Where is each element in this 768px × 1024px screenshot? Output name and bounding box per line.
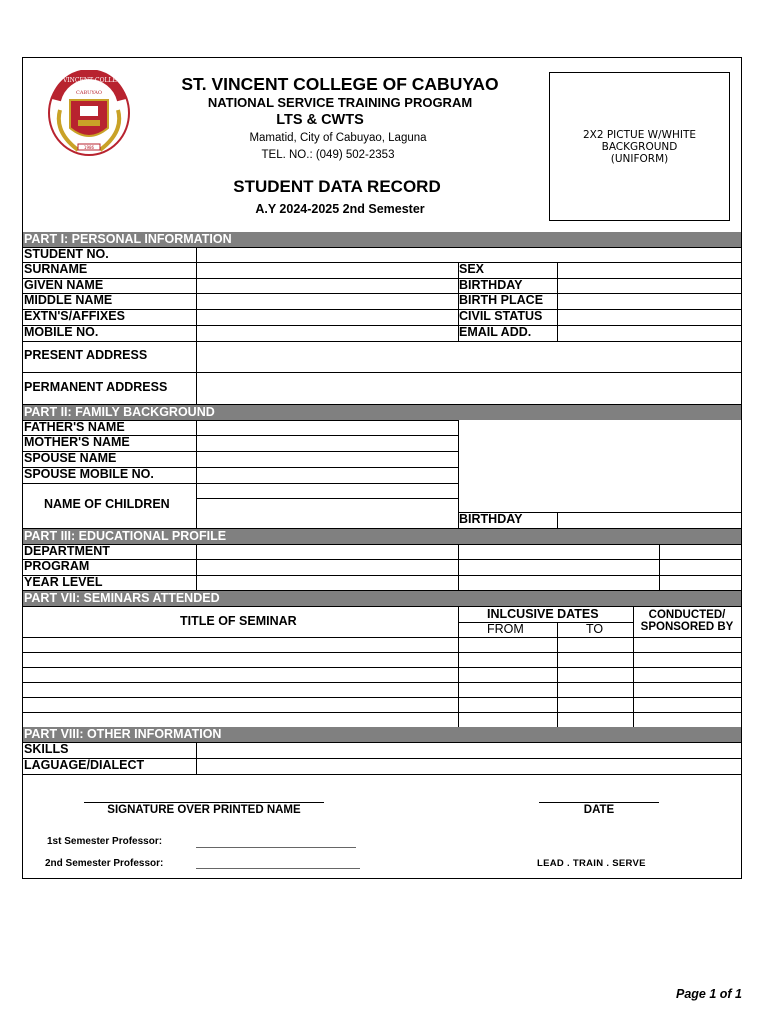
label-sex: SEX bbox=[459, 262, 485, 276]
field-mobile-no[interactable] bbox=[197, 326, 457, 340]
field-language-dialect[interactable] bbox=[197, 759, 741, 773]
field-year-level[interactable] bbox=[197, 576, 457, 589]
header-from: FROM bbox=[487, 622, 524, 636]
section-other-information: PART VIII: OTHER INFORMATION bbox=[23, 727, 741, 742]
label-language-dialect: LAGUAGE/DIALECT bbox=[24, 758, 145, 772]
field-seminar-row-4[interactable] bbox=[24, 683, 457, 696]
label-2nd-sem-professor: 2nd Semester Professor: bbox=[45, 858, 164, 869]
field-civil-status[interactable] bbox=[558, 310, 741, 324]
field-email[interactable] bbox=[558, 326, 741, 340]
label-department: DEPARTMENT bbox=[24, 544, 110, 558]
svg-text:1986: 1986 bbox=[83, 145, 95, 150]
svg-text:ST. VINCENT COLLEGE: ST. VINCENT COLLEGE bbox=[51, 77, 127, 84]
label-permanent-address: PERMANENT ADDRESS bbox=[24, 380, 168, 394]
school-name: ST. VINCENT COLLEGE OF CABUYAO bbox=[181, 74, 499, 94]
label-extn-affixes: EXTN'S/AFFIXES bbox=[24, 309, 125, 323]
field-given-name[interactable] bbox=[197, 279, 457, 293]
label-signature: SIGNATURE OVER PRINTED NAME bbox=[107, 804, 301, 816]
header-inclusive-dates: INLCUSIVE DATES bbox=[487, 607, 599, 621]
college-seal-logo bbox=[48, 70, 130, 156]
label-email: EMAIL ADD. bbox=[459, 325, 532, 339]
label-skills: SKILLS bbox=[24, 742, 69, 756]
label-children-birthday: BIRTHDAY bbox=[459, 512, 523, 526]
school-telephone: TEL. NO.: (049) 502-2353 bbox=[261, 149, 395, 161]
label-1st-sem-professor: 1st Semester Professor: bbox=[47, 836, 163, 847]
label-given-name: GIVEN NAME bbox=[24, 278, 104, 292]
section-personal-information: PART I: PERSONAL INFORMATION bbox=[23, 232, 741, 247]
field-sex[interactable] bbox=[558, 263, 741, 277]
label-mother-name: MOTHER'S NAME bbox=[24, 435, 130, 449]
label-mobile-no: MOBILE NO. bbox=[24, 325, 99, 339]
field-seminar-row-2[interactable] bbox=[24, 653, 457, 666]
section-family-background: PART II: FAMILY BACKGROUND bbox=[23, 405, 741, 420]
field-spouse-mobile[interactable] bbox=[197, 468, 457, 482]
field-seminar-row-1[interactable] bbox=[24, 638, 457, 651]
field-child-1[interactable] bbox=[197, 484, 457, 497]
header-to: TO bbox=[586, 622, 604, 636]
field-department[interactable] bbox=[197, 545, 457, 558]
header-conducted-sponsored: CONDUCTED/ SPONSORED BY bbox=[640, 609, 734, 633]
field-birthday[interactable] bbox=[558, 279, 741, 293]
label-father-name: FATHER'S NAME bbox=[24, 420, 125, 434]
photo-instruction-2: BACKGROUND bbox=[601, 140, 678, 153]
academic-term: A.Y 2024-2025 2nd Semester bbox=[255, 202, 425, 216]
field-seminar-row-3[interactable] bbox=[24, 668, 457, 681]
school-address: Mamatid, City of Cabuyao, Laguna bbox=[249, 132, 427, 144]
svg-text:CABUYAO: CABUYAO bbox=[76, 90, 102, 96]
label-program: PROGRAM bbox=[24, 559, 90, 573]
label-birthday: BIRTHDAY bbox=[459, 278, 523, 292]
field-seminar-row-5[interactable] bbox=[24, 698, 457, 711]
field-1st-sem-professor[interactable] bbox=[196, 847, 356, 848]
field-present-address[interactable] bbox=[197, 342, 741, 371]
program-name: NATIONAL SERVICE TRAINING PROGRAM bbox=[207, 95, 473, 110]
photo-placeholder[interactable] bbox=[549, 72, 730, 221]
field-father-name[interactable] bbox=[197, 421, 457, 435]
photo-instruction-1: 2X2 PICTUE W/WHITE bbox=[582, 128, 697, 141]
track-name: LTS & CWTS bbox=[276, 112, 364, 128]
label-spouse-mobile: SPOUSE MOBILE NO. bbox=[24, 467, 154, 481]
field-spouse-name[interactable] bbox=[197, 452, 457, 466]
label-middle-name: MIDDLE NAME bbox=[24, 293, 113, 307]
label-civil-status: CIVIL STATUS bbox=[459, 309, 543, 323]
form-title: STUDENT DATA RECORD bbox=[233, 177, 441, 196]
field-children-birthday[interactable] bbox=[558, 513, 741, 527]
label-date: DATE bbox=[583, 804, 615, 816]
field-student-no[interactable] bbox=[197, 248, 741, 262]
date-line[interactable] bbox=[539, 802, 659, 803]
photo-instruction-3: (UNIFORM) bbox=[610, 152, 669, 165]
field-2nd-sem-professor[interactable] bbox=[196, 868, 360, 869]
label-student-no: STUDENT NO. bbox=[24, 247, 109, 261]
section-educational-profile: PART III: EDUCATIONAL PROFILE bbox=[23, 529, 741, 544]
field-extn-affixes[interactable] bbox=[197, 310, 457, 324]
label-children: NAME OF CHILDREN bbox=[44, 497, 170, 511]
header-seminar-title: TITLE OF SEMINAR bbox=[180, 614, 297, 628]
field-child-3[interactable] bbox=[197, 513, 457, 527]
field-birth-place[interactable] bbox=[558, 294, 741, 308]
page-number: Page 1 of 1 bbox=[676, 987, 742, 1001]
field-skills[interactable] bbox=[197, 743, 741, 757]
field-program[interactable] bbox=[197, 560, 457, 574]
signature-line[interactable] bbox=[84, 802, 324, 803]
field-seminar-row-6[interactable] bbox=[24, 713, 457, 726]
label-birth-place: BIRTH PLACE bbox=[459, 293, 544, 307]
label-present-address: PRESENT ADDRESS bbox=[24, 348, 148, 362]
college-motto: LEAD . TRAIN . SERVE bbox=[537, 858, 646, 869]
label-spouse-name: SPOUSE NAME bbox=[24, 451, 117, 465]
section-seminars-attended: PART VII: SEMINARS ATTENDED bbox=[23, 591, 741, 606]
label-surname: SURNAME bbox=[24, 262, 88, 276]
field-mother-name[interactable] bbox=[197, 436, 457, 450]
field-surname[interactable] bbox=[197, 263, 457, 277]
field-permanent-address[interactable] bbox=[197, 373, 741, 403]
label-year-level: YEAR LEVEL bbox=[24, 575, 103, 589]
field-child-2[interactable] bbox=[197, 499, 457, 512]
field-middle-name[interactable] bbox=[197, 294, 457, 308]
